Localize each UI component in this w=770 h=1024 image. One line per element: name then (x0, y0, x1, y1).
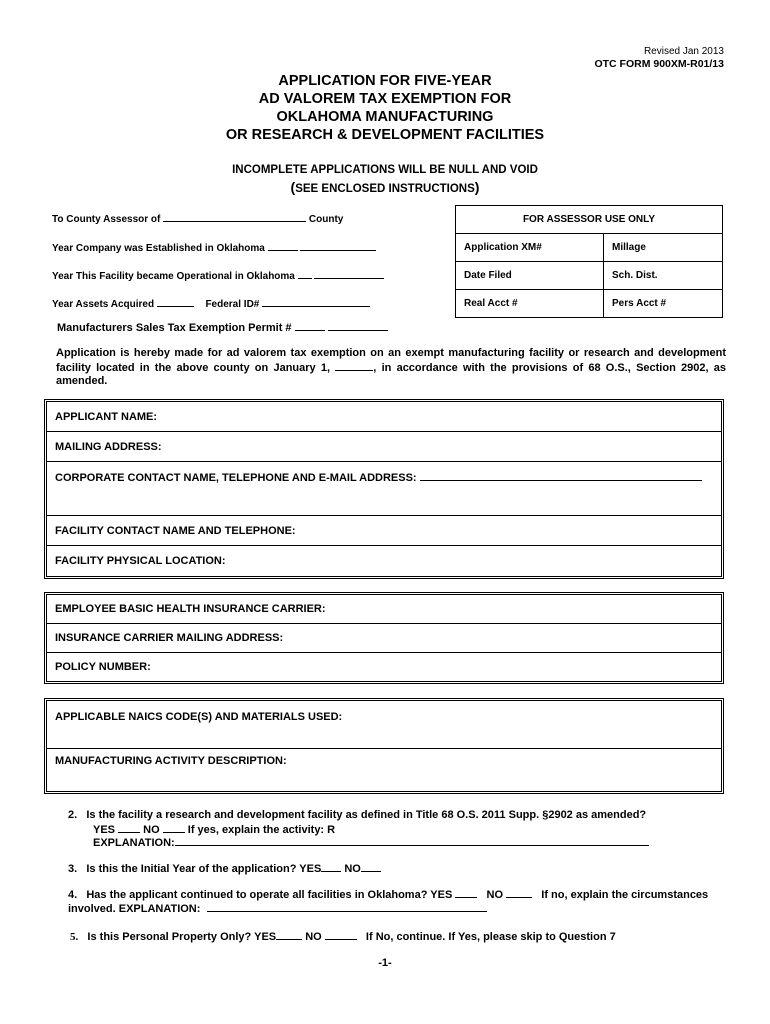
carrier-address-row[interactable] (47, 624, 721, 653)
application-text-1: Application is hereby made for ad valorem tax exemption on an exempt manufacturing facility or research and development facility located in the above county on January 1, (56, 347, 726, 374)
q4-no-label: NO (486, 889, 504, 901)
activity-label: MANUFACTURING ACTIVITY DESCRIPTION: (55, 755, 287, 767)
title-line-4: OR RESEARCH & DEVELOPMENT FACILITIES (225, 127, 545, 143)
title-line-3: OKLAHOMA MANUFACTURING (276, 109, 494, 125)
q5-yes-input[interactable] (276, 929, 302, 940)
year-operational-input-a[interactable] (298, 268, 312, 279)
question-2 (68, 809, 646, 822)
permit-field (57, 320, 388, 334)
applicant-name-row[interactable] (47, 402, 721, 432)
policy-number-row[interactable] (47, 653, 721, 681)
year-assets-label: Year Assets Acquired (52, 299, 155, 310)
permit-input-b[interactable] (328, 320, 388, 331)
applicant-box (44, 399, 724, 579)
facility-contact-label: FACILITY CONTACT NAME AND TELEPHONE: (55, 525, 296, 537)
year-assets-input[interactable] (157, 296, 194, 307)
q2-explanation-input[interactable] (175, 835, 649, 846)
q2-explain-label: If yes, explain the activity: R (187, 824, 336, 836)
question-5 (70, 929, 616, 944)
q4-no-input[interactable] (506, 887, 532, 898)
real-account-cell: Real Acct # (456, 290, 604, 318)
q5-no-input[interactable] (325, 929, 357, 940)
q4-if-label: If no, explain the circumstances (541, 889, 709, 901)
q3-number: 3. (68, 863, 78, 875)
year-established-input-b[interactable] (300, 240, 376, 251)
insurance-box (44, 592, 724, 684)
mailing-address-row[interactable] (47, 432, 721, 462)
q2-no-label: NO (143, 824, 160, 836)
q3-yes-input[interactable] (321, 861, 341, 872)
county-field (52, 211, 343, 225)
year-established-field (52, 240, 376, 254)
null-void-notice: INCOMPLETE APPLICATIONS WILL BE NULL AND VOID (232, 164, 538, 176)
school-district-cell: Sch. Dist. (604, 262, 723, 290)
naics-row[interactable] (47, 701, 721, 749)
date-filed-cell: Date Filed (456, 262, 604, 290)
subtitle (0, 162, 770, 198)
activity-row[interactable] (47, 749, 721, 791)
q5-text: Is this Personal Property Only? YES (87, 931, 277, 943)
page-number: -1- (378, 957, 392, 969)
assessor-use-table (455, 205, 723, 318)
q4-number: 4. (68, 889, 78, 901)
county-suffix-label: County (308, 214, 344, 225)
title-line-2: AD VALOREM TAX EXEMPTION FOR (258, 91, 512, 107)
q4-text: Has the applicant continued to operate all facilities in Oklahoma? YES (86, 889, 453, 901)
q4-yes-input[interactable] (455, 887, 477, 898)
q3-no-input[interactable] (361, 861, 381, 872)
question-4 (68, 887, 708, 902)
insurance-carrier-row[interactable] (47, 595, 721, 624)
q2-yes-label: YES (93, 824, 116, 836)
permit-input-a[interactable] (295, 320, 325, 331)
title-line-1: APPLICATION FOR FIVE-YEAR (278, 73, 492, 89)
carrier-address-label: INSURANCE CARRIER MAILING ADDRESS: (55, 632, 284, 644)
application-statement (56, 347, 726, 388)
insurance-carrier-label: EMPLOYEE BASIC HEALTH INSURANCE CARRIER: (55, 603, 326, 615)
question-3 (68, 861, 381, 876)
instructions-text: SEE ENCLOSED INSTRUCTIONS (295, 183, 475, 195)
q2-number: 2. (68, 809, 78, 821)
corporate-contact-row[interactable] (47, 462, 721, 516)
instructions-note (0, 179, 770, 198)
application-xm-cell: Application XM# (456, 234, 604, 262)
mailing-address-label: MAILING ADDRESS: (55, 441, 162, 453)
q2-explanation-label: EXPLANATION: (93, 837, 175, 849)
facility-location-label: FACILITY PHYSICAL LOCATION: (55, 555, 226, 567)
county-prefix-label: To County Assessor of (52, 214, 161, 225)
corporate-contact-label: CORPORATE CONTACT NAME, TELEPHONE AND E-MAIL ADDRESS: (55, 472, 417, 484)
year-operational-input-b[interactable] (314, 268, 384, 279)
q4-involved-label: involved. EXPLANATION: (68, 903, 201, 915)
facility-location-row[interactable] (47, 546, 721, 576)
policy-number-label: POLICY NUMBER: (55, 661, 151, 673)
facility-contact-row[interactable] (47, 516, 721, 546)
revised-date: Revised Jan 2013 (643, 46, 724, 57)
assessor-header: FOR ASSESSOR USE ONLY (456, 206, 723, 234)
question-2-explanation (93, 835, 649, 850)
q5-number: 5. (70, 931, 79, 943)
application-text-2: , in accordance with the provisions of 68 O.S., Section 2902, as amended. (56, 362, 727, 387)
applicant-name-label: APPLICANT NAME: (55, 411, 158, 423)
year-operational-field (52, 268, 384, 282)
q5-tail-text: If No, continue. If Yes, please skip to Question 7 (365, 931, 616, 943)
naics-label: APPLICABLE NAICS CODE(S) AND MATERIALS USED: (55, 711, 343, 723)
millage-cell: Millage (604, 234, 723, 262)
year-established-input-a[interactable] (268, 240, 298, 251)
form-title (0, 72, 770, 144)
january-year-input[interactable] (335, 360, 373, 371)
year-established-label: Year Company was Established in Oklahoma (52, 243, 265, 254)
q2-text: Is the facility a research and development facility as defined in Title 68 O.S. 2011 Supp. §2902 as amended? (86, 809, 647, 821)
form-number: OTC FORM 900XM-R01/13 (594, 58, 724, 70)
federal-id-label: Federal ID# (205, 299, 260, 310)
year-operational-label: Year This Facility became Operational in Oklahoma (52, 271, 295, 282)
county-input[interactable] (163, 211, 306, 222)
assets-federal-field (52, 296, 370, 310)
corporate-contact-input[interactable] (420, 470, 702, 481)
naics-box (44, 698, 724, 794)
q2-yes-input[interactable] (118, 822, 140, 833)
permit-label: Manufacturers Sales Tax Exemption Permit # (57, 322, 292, 334)
personal-account-cell: Pers Acct # (604, 290, 723, 318)
federal-id-input[interactable] (262, 296, 370, 307)
q2-no-input[interactable] (163, 822, 185, 833)
q3-no-label: NO (344, 863, 361, 875)
q3-text: Is this the Initial Year of the application? YES (86, 863, 322, 875)
paren-close: ) (474, 179, 480, 195)
question-4-explanation (68, 901, 487, 916)
q5-no-label: NO (305, 931, 322, 943)
q4-explanation-input[interactable] (207, 901, 487, 912)
paren-open: ( (290, 179, 296, 195)
